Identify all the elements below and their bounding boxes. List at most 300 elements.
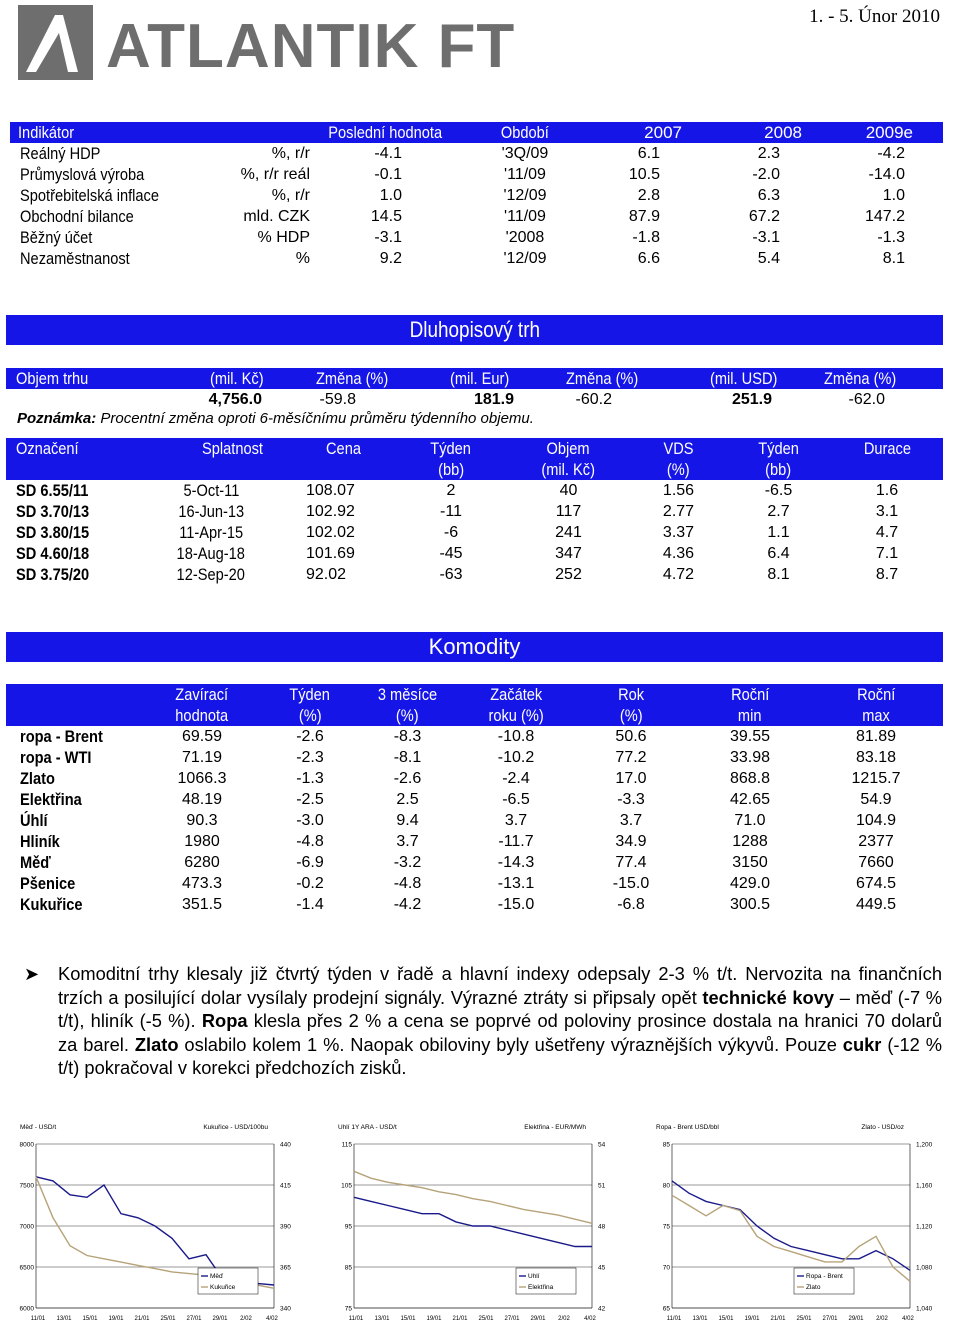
commodity-week: -1.3 [296,769,324,787]
indicator-period: '12/09 [503,249,547,267]
bond-week-2: 8.1 [767,565,790,583]
bond-row [6,480,943,501]
bond-volume-values-row [6,389,943,410]
chart-x-tick: 19/01 [108,1316,124,1322]
commodities-header-cell: max [862,705,890,725]
indicator-2009: 1.0 [882,186,905,204]
commodity-week: -2.5 [296,790,324,808]
chart-legend-label: Uhlí [528,1273,540,1280]
bond-header-row-2 [6,459,943,480]
commodity-row [6,726,943,747]
indicator-2007: 87.9 [628,207,660,225]
indicator-2009: -4.2 [877,144,905,162]
commodity-ytd: -13.1 [497,874,535,892]
chart-brent-gold [644,1118,958,1326]
commodities-table [6,684,943,915]
bond-note-label: Poznámka: [17,410,97,427]
chart-title-right: Elektřina - EUR/MWh [524,1124,586,1131]
chart-y-right-tick: 54 [598,1141,606,1149]
bond-row [6,543,943,564]
indicator-last: 1.0 [379,186,402,204]
indicator-unit: % HDP [257,228,310,246]
chart-y-left-tick: 70 [662,1264,670,1272]
chart-copper-corn [8,1118,322,1326]
indicator-2009: -14.0 [868,165,905,183]
bond-week-2: 6.4 [767,544,790,562]
bond-ytm: 3.37 [662,523,695,541]
bond-header-cell: Splatnost [202,438,263,458]
indicator-row [10,206,943,227]
commodity-m3: 2.5 [396,790,419,808]
volume-value: 251.9 [731,390,772,408]
commodities-header-cell: min [738,705,762,725]
chart-x-tick: 15/01 [718,1316,734,1322]
commodities-header-cell: hodnota [175,705,229,725]
commodity-ytd: -6.5 [502,790,530,808]
indicator-name: Nezaměstnanost [20,248,130,268]
commodity-close: 473.3 [181,874,223,892]
chart-y-left-tick: 75 [344,1305,352,1313]
bond-duration: 8.7 [875,565,899,583]
bond-ytm: 4.72 [662,565,695,583]
commodities-header-cell: Rok [617,684,644,704]
bond-maturity: 18-Aug-18 [176,543,246,563]
chart-series-line [354,1197,592,1246]
chart-x-tick: 29/01 [530,1316,546,1322]
commodities-header-cell: Roční [856,684,896,704]
bond-price: 101.69 [306,544,355,562]
chart-y-right-tick: 440 [280,1141,291,1149]
header-cell [235,122,310,143]
commodity-row [6,831,943,852]
commodity-year: 77.2 [615,748,647,766]
commodity-year: 17.0 [615,769,647,787]
chart-y-right-tick: 390 [280,1223,291,1231]
commodity-m3: 9.4 [396,811,419,829]
bond-header-cell: (mil. Kč) [541,459,596,479]
volume-header-cell: Změna (%) [824,368,897,388]
indicator-unit: mld. CZK [243,207,310,225]
commodity-year: 77.4 [615,853,647,871]
commodity-name: Elektřina [20,789,82,809]
indicator-unit: %, r/r reál [240,165,310,183]
commodity-m3: 3.7 [396,832,419,850]
bond-note [17,410,534,427]
bond-row [6,522,943,543]
bond-volume: 347 [555,544,582,562]
chart-x-tick: 15/01 [82,1316,98,1322]
chart-x-tick: 27/01 [822,1316,838,1322]
volume-value: -62.0 [848,390,885,408]
bond-header-cell: (bb) [437,459,464,479]
commodity-min: 1288 [732,832,768,850]
chart-y-left-tick: 85 [344,1264,352,1272]
commodity-ytd: -15.0 [497,895,535,913]
commodities-header-cell: Týden [289,684,331,704]
indicator-row [10,248,943,269]
bond-header-cell: Označení [16,438,79,458]
indicator-period: '2008 [505,228,545,246]
chart-x-tick: 13/01 [56,1316,72,1322]
indicator-period: '12/09 [503,186,547,204]
bond-volume-header-row [6,368,943,389]
indicator-name: Reálný HDP [20,143,101,163]
bond-week: -11 [440,502,462,520]
indicator-name: Průmyslová výroba [20,164,145,184]
volume-value: 181.9 [473,390,514,408]
commodity-week: -0.2 [296,874,324,892]
bond-header-cell: Cena [326,438,361,458]
chart-y-left-tick: 75 [662,1223,670,1231]
commodity-max: 83.18 [855,748,897,766]
indicator-period: '11/09 [504,165,546,183]
bond-note-text: Procentní změna oproti 6-měsíčnímu průměru týdenního objemu. [100,410,534,427]
commodities-header-cell: (%) [298,705,322,725]
bond-name: SD 3.75/20 [16,564,90,584]
bond-ytm: 1.56 [662,481,695,499]
indicator-2007: 10.5 [628,165,660,183]
chart-y-left-tick: 8000 [19,1141,34,1149]
header-cell: Indikátor [18,122,75,142]
chart-y-right-tick: 48 [598,1223,606,1231]
commodity-close: 1980 [184,832,220,850]
bond-week-2: -6.5 [764,481,793,499]
bond-week: -6 [443,523,459,541]
chart-series-line [672,1181,910,1270]
commodity-year: -6.8 [617,895,645,913]
chart-y-right-tick: 340 [280,1305,291,1313]
indicator-name: Běžný účet [20,227,93,247]
indicator-row [10,164,943,185]
commodity-row [6,894,943,915]
volume-header-cell: (mil. Kč) [210,368,264,388]
bond-header-cell [831,459,943,480]
chart-y-right-tick: 1,080 [916,1264,933,1272]
indicator-row [10,143,943,164]
bond-ytm: 2.77 [662,502,695,520]
bond-name: SD 4.60/18 [16,543,90,563]
header-cell: 2009e [865,122,913,142]
indicator-last: -3.1 [374,228,402,246]
indicator-2007: -1.8 [632,228,660,246]
bond-duration: 3.1 [875,502,899,520]
chart-legend-label: Kukuřice [210,1284,236,1291]
bond-volume: 252 [555,565,582,583]
chart-y-left-tick: 105 [341,1182,352,1190]
commodity-max: 449.5 [855,895,897,913]
commodity-ytd: -14.3 [497,853,535,871]
commodities-header-cell: Roční [730,684,770,704]
commodities-header-row [6,684,943,705]
header-cell: 2007 [644,122,682,142]
commodities-header-cell: Zavírací [175,684,229,704]
indicator-2008: 2.3 [757,144,780,162]
indicator-row [10,227,943,248]
chart-x-tick: 11/01 [348,1316,364,1322]
bond-row [6,564,943,585]
logo-text: ATLANTIK FT [106,12,516,81]
bond-market-band [6,315,943,345]
chart-x-tick: 4/02 [584,1316,596,1322]
chart-x-tick: 19/01 [744,1316,760,1322]
bond-price: 108.07 [306,481,355,499]
commentary-paragraph: Komoditní trhy klesaly již čtvrtý týden v řadě a hlavní indexy odepsaly 2-3 % t/t. Nervozita na finančních trzích a posilující dolar vysílaly prodejní signály. Výrazné ztráty si připsaly opět technické kovy – měď (-7 % t/t), hliník (-5 %). Ropa klesla přes 2 % a cena se poprvé od poloviny prosince dostala na hranici 70 dolarů za barel. Zlato oslabilo kolem 1 %. Naopak obiloviny byly ušetřeny výraznějších výkyvů. Pouze cukr (-12 % t/t) pokračoval v korekci předchozích zisků. [58,963,942,1079]
chart-x-tick: 29/01 [212,1316,228,1322]
commodity-min: 868.8 [729,769,771,787]
bond-header-cell [156,459,306,480]
commodity-year: 34.9 [615,832,647,850]
commodity-week: -3.0 [296,811,324,829]
chart-y-right-tick: 365 [280,1264,291,1272]
bond-ytm: 4.36 [662,544,695,562]
indicator-name: Spotřebitelská inflace [20,185,159,205]
commodity-max: 2377 [858,832,894,850]
commodities-band [6,632,943,662]
indicator-last: -4.1 [374,144,402,162]
bond-week: 2 [446,481,456,499]
commodities-title: Komodity [428,634,521,659]
commodity-m3: -4.8 [393,874,422,892]
commodity-m3: -4.2 [393,895,422,913]
chart-y-right-tick: 415 [280,1182,291,1190]
volume-header-cell: (mil. USD) [710,368,778,388]
bond-volume: 117 [555,502,582,520]
bond-price: 92.02 [306,565,347,583]
commodity-week: -6.9 [296,853,324,871]
chart-y-right-tick: 51 [598,1182,606,1190]
bond-volume: 40 [559,481,578,499]
header-cell: Období [501,122,549,142]
bond-header-row [6,438,943,459]
commodity-name: ropa - WTI [20,747,92,767]
bond-header-cell [306,459,396,480]
bond-volume: 241 [555,523,582,541]
indicators-header-row [10,122,943,143]
commodities-header-cell: Začátek [489,684,543,704]
chart-x-tick: 4/02 [266,1316,278,1322]
bond-price: 102.02 [306,523,355,541]
chart-x-tick: 15/01 [400,1316,416,1322]
indicator-period: '3Q/09 [501,144,549,162]
bond-price: 102.92 [306,502,355,520]
bond-week-2: 1.1 [767,523,790,541]
bond-header-cell: Objem [546,438,591,458]
indicator-unit: %, r/r [271,186,310,204]
chart-y-left-tick: 115 [341,1141,352,1149]
commodities-header-cell: (%) [396,705,419,725]
chart-legend-label: Zlato [806,1284,821,1291]
chart-y-right-tick: 42 [598,1305,606,1313]
chart-x-tick: 13/01 [374,1316,390,1322]
chart-legend-label: Ropa - Brent [806,1273,843,1280]
commodity-row [6,747,943,768]
chart-x-tick: 19/01 [426,1316,442,1322]
volume-value: -60.2 [575,390,612,408]
volume-value: 4,756.0 [208,390,262,408]
chart-x-tick: 25/01 [478,1316,494,1322]
bond-duration: 4.7 [875,523,899,541]
indicator-name: Obchodní bilance [20,206,134,226]
commodity-min: 429.0 [729,874,771,892]
commodity-close: 69.59 [181,727,223,745]
commodities-header-spacer [6,705,138,726]
commodity-max: 1215.7 [851,769,901,787]
chart-x-tick: 21/01 [134,1316,150,1322]
chart-x-tick: 2/02 [876,1316,888,1322]
commodity-year: 3.7 [619,811,643,829]
commodity-name: Pšenice [20,873,76,893]
commodity-week: -4.8 [296,832,324,850]
bond-name: SD 3.70/13 [16,501,90,521]
commodity-min: 3150 [732,853,768,871]
chart-title-left: Měď - USD/t [20,1124,57,1131]
chart-title-left: Uhlí 1Y ARA - USD/t [338,1124,397,1131]
indicator-last: 9.2 [379,249,402,267]
chart-y-left-tick: 6500 [19,1264,34,1272]
commodity-close: 48.19 [181,790,223,808]
commodity-m3: -2.6 [393,769,422,787]
bond-maturity: 16-Jun-13 [178,501,244,521]
commodity-week: -2.6 [296,727,324,745]
chart-y-left-tick: 80 [662,1182,670,1190]
indicator-2008: 5.4 [757,249,780,267]
commodity-max: 104.9 [855,811,897,829]
bond-week: -63 [439,565,463,583]
commodity-name: Kukuřice [20,894,83,914]
commodity-name: Zlato [20,768,55,788]
bond-duration: 7.1 [875,544,899,562]
commodity-ytd: -2.4 [502,769,530,787]
indicator-2008: 67.2 [748,207,780,225]
indicator-2007: 6.6 [637,249,660,267]
bond-header-cell: Týden [430,438,472,458]
commodity-row [6,789,943,810]
commodity-week: -1.4 [296,895,324,913]
indicator-row [10,185,943,206]
commodities-header-cell: (%) [619,705,643,725]
commodity-max: 54.9 [860,790,892,808]
chart-legend-label: Elektřina [528,1284,554,1291]
commodity-min: 71.0 [734,811,766,829]
chart-x-tick: 4/02 [902,1316,914,1322]
commodity-row [6,852,943,873]
chart-x-tick: 13/01 [692,1316,708,1322]
commodity-row [6,873,943,894]
chart-y-left-tick: 6000 [19,1305,34,1313]
commodity-m3: -8.1 [393,748,422,766]
bond-header-cell [6,459,156,480]
commodity-year: 50.6 [615,727,647,745]
bond-header-cell: (%) [667,459,690,479]
indicator-unit: % [295,249,310,267]
commodity-name: Měď [20,852,51,872]
chart-x-tick: 25/01 [160,1316,176,1322]
bond-header-cell: (bb) [765,459,792,479]
bond-duration: 1.6 [875,481,899,499]
chart-x-tick: 27/01 [504,1316,520,1322]
chart-y-right-tick: 1,200 [916,1141,933,1149]
chart-y-left-tick: 85 [662,1141,670,1149]
commodity-name: ropa - Brent [20,726,103,746]
chart-x-tick: 21/01 [770,1316,786,1322]
bond-name: SD 6.55/11 [16,480,89,500]
chart-x-tick: 11/01 [30,1316,46,1322]
volume-header-cell: Změna (%) [566,368,639,388]
indicator-period: '11/09 [504,207,546,225]
indicator-2009: 8.1 [882,249,905,267]
chart-y-left-tick: 65 [662,1305,670,1313]
bond-week-2: 2.7 [767,502,790,520]
bond-maturity: 5-Oct-11 [183,480,239,500]
chart-legend-label: Měď [210,1273,224,1280]
chart-x-tick: 11/01 [666,1316,682,1322]
chart-y-right-tick: 1,040 [916,1305,933,1313]
commodity-max: 7660 [858,853,894,871]
chart-y-left-tick: 95 [344,1223,352,1231]
commodity-row [6,810,943,831]
commodity-max: 81.89 [855,727,897,745]
indicator-2009: 147.2 [864,207,905,225]
header-cell: 2008 [764,122,802,142]
chart-coal-electricity [326,1118,640,1326]
chart-series-line [672,1195,910,1281]
commodity-year: -15.0 [612,874,650,892]
commodity-close: 6280 [184,853,220,871]
indicators-table [10,122,943,269]
commodity-min: 42.65 [729,790,771,808]
commodity-ytd: 3.7 [504,811,528,829]
commodity-max: 674.5 [855,874,897,892]
bond-row [6,501,943,522]
indicator-2008: -3.1 [752,228,780,246]
commodity-ytd: -10.2 [497,748,535,766]
bullet-arrow-icon: ➤ [24,964,40,984]
commodities-header-cell: 3 měsíce [377,684,438,704]
commodities-header-spacer [6,684,138,705]
atlantik-logo [18,5,516,81]
chart-y-left-tick: 7500 [19,1182,34,1190]
indicator-2009: -1.3 [877,228,905,246]
chart-y-right-tick: 45 [598,1264,606,1272]
bond-maturity: 11-Apr-15 [179,522,243,542]
commodity-min: 33.98 [729,748,771,766]
bond-name: SD 3.80/15 [16,522,90,542]
chart-title-right: Zlato - USD/oz [861,1124,904,1131]
chart-y-right-tick: 1,120 [916,1223,933,1231]
bond-week: -45 [439,544,463,562]
bond-market-title: Dluhopisový trh [409,317,540,342]
volume-header-cell: (mil. Eur) [450,368,510,388]
bond-maturity: 12-Sep-20 [176,564,246,584]
chart-x-tick: 2/02 [240,1316,252,1322]
indicator-2007: 6.1 [637,144,660,162]
indicator-last: -0.1 [374,165,402,183]
volume-header-cell: Změna (%) [316,368,389,388]
chart-x-tick: 27/01 [186,1316,202,1322]
report-date: 1. - 5. Únor 2010 [809,6,940,27]
bond-table [6,438,943,585]
commodity-m3: -3.2 [393,853,422,871]
commodity-close: 71.19 [181,748,223,766]
chart-legend [794,1268,854,1294]
commodity-ytd: -10.8 [497,727,535,745]
commodity-m3: -8.3 [393,727,422,745]
indicator-unit: %, r/r [271,144,310,162]
chart-y-left-tick: 7000 [19,1223,34,1231]
chart-series-line [354,1171,592,1223]
volume-spacer [6,389,196,410]
volume-value: -59.8 [319,390,356,408]
